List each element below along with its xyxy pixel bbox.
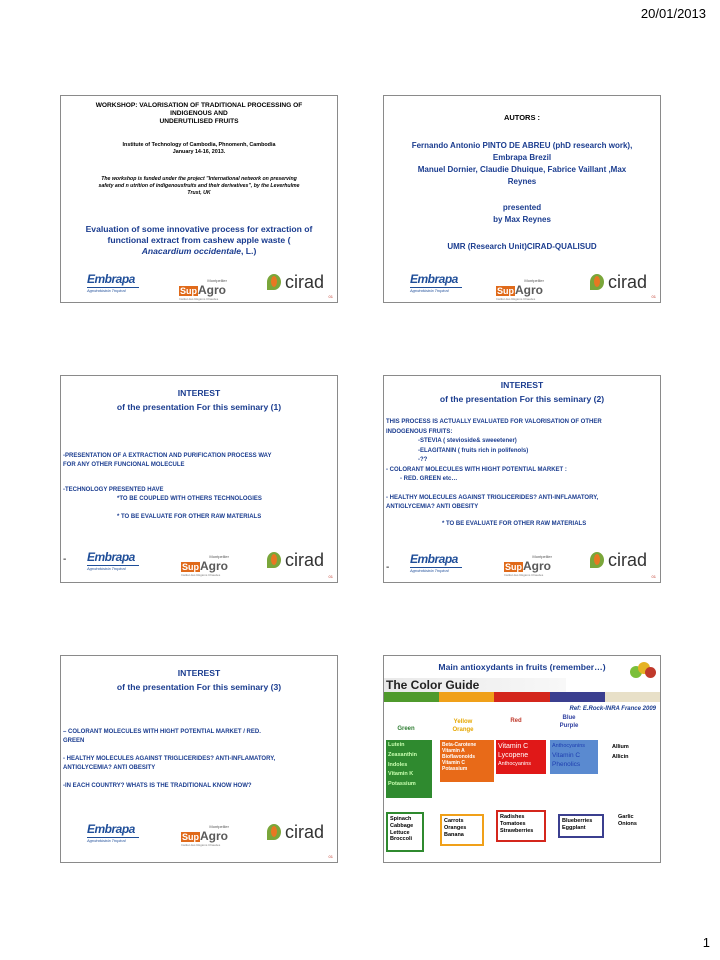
slide-6	[383, 655, 661, 863]
header-red: Red	[510, 718, 522, 724]
supagro-logo: Montpellier SupAgro Institut des Régions Chaudes	[504, 554, 552, 577]
talk-title: Evaluation of some innovative process for extraction of functional extract from cashew apple waste ( Anacardium occidentale, L.)	[85, 224, 313, 256]
interest-title: INTEREST of the presentation For this seminary (1)	[116, 388, 282, 412]
research-unit: UMR (Research Unit)CIRAD-QUALISUD	[447, 242, 597, 251]
header-green: Green	[397, 726, 415, 732]
green-foods: Spinach Cabbage Lettuce Broccoli	[386, 812, 424, 852]
slide-number: 01	[651, 574, 656, 579]
slide-1	[60, 95, 338, 303]
reference: Ref: E.Rock-INRA France 2009	[569, 706, 656, 712]
color-guide-banner: The Color Guide	[384, 678, 566, 692]
interest-list: – COLORANT MOLECULES WITH HIGHT POTENTIAL MARKET / RED. GREEN - HEALTHY MOLECULES AGAINST TRIGLICERIDES? ANTI-INFLAMATORY, ANTIGLYCEMIA? ANTI OBESITY -IN EACH COUNTRY? WHATS IS THE TRADITIONAL KNOW HOW?	[63, 729, 276, 789]
logo-row	[61, 546, 337, 583]
supagro-logo: Montpellier SupAgro Institut des Régions Chaudes	[181, 824, 229, 847]
institute: Institute of Technology of Cambodia, Phnomenh, Cambodia January 14-16, 2013.	[122, 142, 276, 155]
page-number: 1	[702, 935, 710, 950]
dash: -	[63, 554, 67, 565]
slide-number: 01	[328, 574, 333, 579]
presenter: presented by Max Reynes	[493, 203, 551, 224]
color-strip	[384, 692, 660, 702]
slide-number: 01	[328, 294, 333, 299]
slide-number: 01	[651, 294, 656, 299]
logo-row	[61, 818, 337, 858]
green-nutrients: Lutein Zeaxanthin Indoles Vitamin K Potassium	[386, 740, 432, 798]
antioxydants-title: Main antioxydants in fruits (remember…)	[438, 662, 606, 672]
dash: -	[386, 562, 390, 573]
workshop-title: WORKSHOP: VALORISATION OF TRADITIONAL PROCESSING OF INDIGENOUS AND UNDERUTILISED FRUITS	[95, 102, 303, 125]
embrapa-logo: Embrapa Agroindústria Tropical	[87, 822, 139, 843]
logo-row	[384, 268, 660, 303]
embrapa-logo: Embrapa Agroindústria Tropical	[87, 272, 139, 293]
slide-3	[60, 375, 338, 583]
interest-list: THIS PROCESS IS ACTUALLY EVALUATED FOR VALORISATION OF OTHER INDOGENOUS FRUITS: -STEVIA ( stevioside& sweeetener) -ELAGITANIN ( fruits rich in polifenols) -?? - COLORANT MOLECULES WITH HIGHT POTENTIAL MARKET : - RED. GREEN etc… - HEALTHY MOLECULES AGAINST TRIGLICERIDES? ANTI-INFLAMATORY, ANTIGLYCEMIA? ANTI OBESITY * TO BE EVALUATE FOR OTHER RAW MATERIALS	[386, 419, 602, 527]
yellow-nutrients: Beta-Carotene Vitamin A Bioflavonoids Vitamin C Potassium	[440, 740, 494, 782]
authors-list: Fernando Antonio PINTO DE ABREU (phD research work), Embrapa Brezil Manuel Dornier, Claudie Dhuique, Fabrice Vaillant ,Max Reynes	[411, 141, 633, 186]
cirad-logo: cirad	[267, 272, 331, 294]
slide-4	[383, 375, 661, 583]
cirad-logo: cirad	[590, 272, 654, 294]
supagro-logo: Montpellier SupAgro Institut des Régions Chaudes	[181, 554, 229, 577]
slide-5	[60, 655, 338, 863]
red-nutrients: Vitamin C Lycopene Anthocyanins	[496, 740, 546, 774]
white-nutrients: Allium Allicin	[612, 744, 629, 760]
slide-number: 01	[328, 854, 333, 859]
embrapa-logo: Embrapa Agroindústria Tropical	[87, 550, 139, 571]
embrapa-logo: Embrapa Agroindústria Tropical	[410, 552, 462, 573]
interest-title: INTEREST of the presentation For this seminary (2)	[439, 380, 605, 404]
autors-heading: AUTORS :	[503, 113, 541, 122]
interest-bullets: -PRESENTATION OF A EXTRACTION AND PURIFICATION PROCESS WAY FOR ANY OTHER FUNCIONAL MOLECULE -TECHNOLOGY PRESENTED HAVE *TO BE COUPLED WITH OTHERS TECHNOLOGIES * TO BE EVALUATE FOR OTHER RAW MATERIALS	[63, 453, 272, 520]
embrapa-logo: Embrapa Agroindústria Tropical	[410, 272, 462, 293]
supagro-logo: Montpellier SupAgro Institut des Régions Chaudes	[179, 278, 227, 301]
interest-title: INTEREST of the presentation For this seminary (3)	[116, 668, 282, 692]
header-yellow-orange: Yellow Orange	[452, 719, 474, 733]
header-blue-purple: Blue Purple	[559, 715, 579, 729]
white-foods: Garlic Onions	[618, 814, 637, 827]
blue-foods: Blueberries Eggplant	[558, 814, 604, 838]
slide-2	[383, 95, 661, 303]
blue-nutrients: Anthocyanins Vitamin C Phenolics	[550, 740, 598, 774]
cirad-logo: cirad	[267, 822, 331, 844]
cirad-logo: cirad	[590, 550, 654, 572]
supagro-logo: Montpellier SupAgro Institut des Régions Chaudes	[496, 278, 544, 301]
logo-row	[61, 268, 337, 303]
funding-note: The workshop is funded under the project "International network on preserving safety and n utrition of indigenousfruits and their derivatives", by the Leverhulme Trust, UK	[98, 176, 300, 196]
yellow-foods: Carrots Oranges Banana	[440, 814, 484, 846]
fruit-decoration	[628, 658, 658, 680]
red-foods: Radishes Tomatoes Strawberries	[496, 810, 546, 842]
logo-row	[384, 548, 660, 583]
cirad-logo: cirad	[267, 550, 331, 572]
page-date: 20/01/2013	[640, 6, 706, 21]
